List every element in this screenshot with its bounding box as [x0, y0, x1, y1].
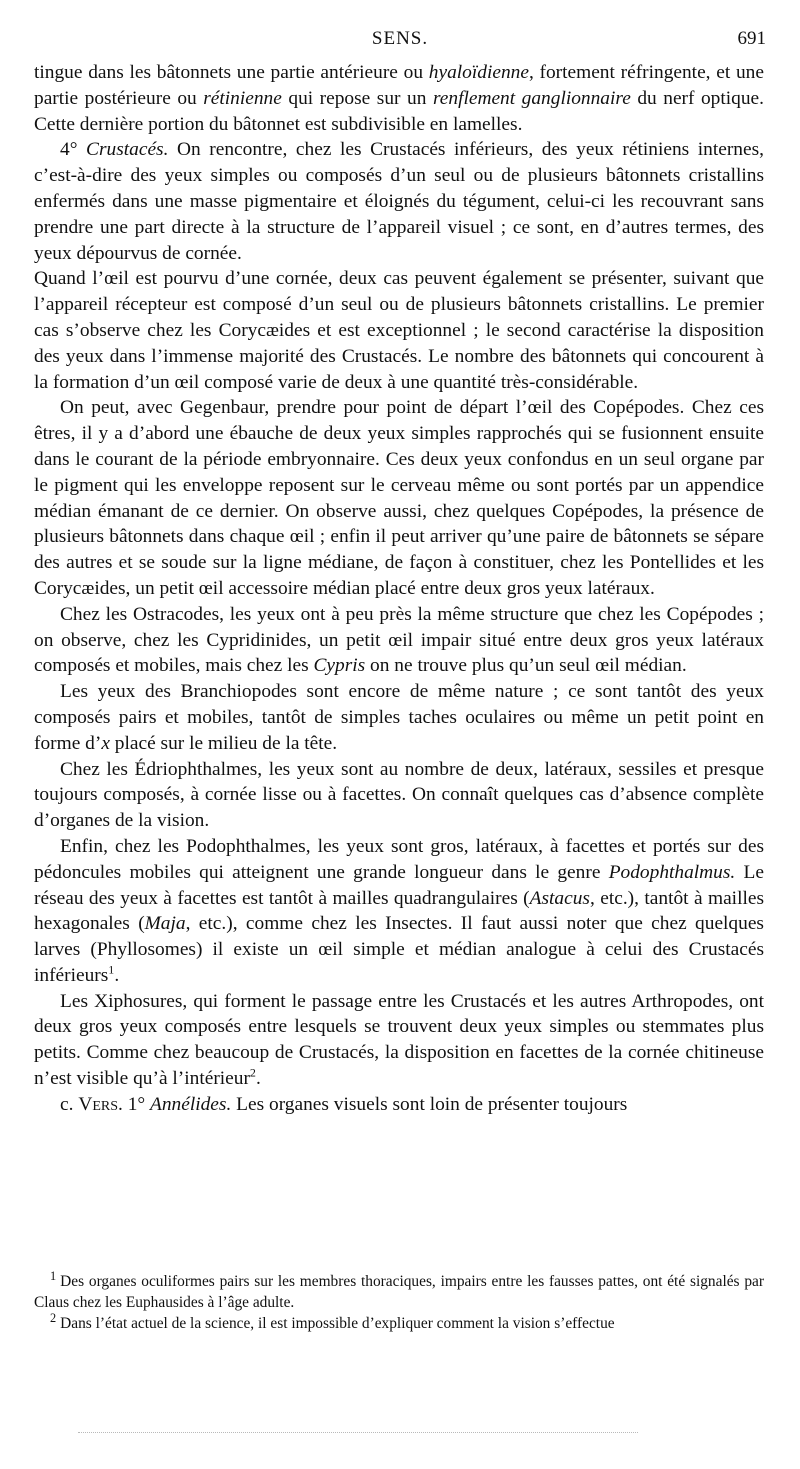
- genus-podophthalmus: Podophthalmus.: [608, 861, 736, 883]
- section-heading-vers: Vers.: [78, 1093, 123, 1115]
- section-heading-crustaces: Crustacés.: [86, 139, 169, 161]
- footnotes: [34, 1268, 764, 1334]
- paragraph-4: On peut, avec Gegenbaur, prendre pour point de départ l’œil des Copépodes. Chez ces êtres, il y a d’abord une ébauche de deux yeux simples rapprochés qui se fusionnent ensuite dans le courant de la période embryonnaire. Ces deux yeux confondus en un seul organe par le pigment qui les enveloppe reposent sur le cerveau même ou sont portés par un appendice médian émanant de ce dernier. On observe aussi, chez quelques Copépodes, la présence de plusieurs bâtonnets dans chaque œil ; enfin il peut arriver qu’une paire de bâtonnets se sépare des autres et se soude sur la ligne médiane, de façon à constituer, chez les Pontellides et les Corycæides, un petit œil accessoire médian placé entre deux gros yeux latéraux.: [34, 397, 764, 599]
- genus-maja: Maja: [144, 913, 186, 935]
- genus-cypris: Cypris: [313, 655, 366, 677]
- section-heading-annelides: Annélides.: [150, 1093, 232, 1115]
- paragraph-10: c. Vers. 1° Annélides. Les organes visuels sont loin de présenter toujours: [60, 1093, 628, 1115]
- footnote-ref-1[interactable]: 1: [108, 962, 115, 977]
- term-renflement-ganglionnaire: renflement ganglionnaire: [432, 87, 631, 109]
- footnote-marker: 1: [50, 1268, 57, 1283]
- running-title: SENS.: [371, 28, 429, 49]
- term-hyaloidienne: hyaloïdienne: [428, 62, 529, 83]
- paragraph-1: tingue dans les bâtonnets une partie antérieure ou hyaloïdienne, fortement réfringente, et une partie postérieure ou rétinienne qui repose sur un renflement ganglionnaire du nerf optique. Cette dernière portion du bâtonnet est subdivisible en lamelles.: [34, 62, 764, 135]
- footnote-text: Dans l’état actuel de la science, il est impossible d’expliquer comment la vision s’effectue: [60, 1315, 615, 1332]
- bottom-dotted-rule: [78, 1432, 638, 1433]
- genus-astacus: Astacus: [529, 887, 590, 909]
- paragraph-5: Chez les Ostracodes, les yeux ont à peu près la même structure que chez les Copépodes ; on observe, chez les Cypridinides, un petit œil impair situé entre deux gros yeux latéraux composés et mobiles, mais chez les Cypris on ne trouve plus qu’un seul œil médian.: [34, 603, 764, 677]
- paragraph-9: Les Xiphosures, qui forment le passage entre les Crustacés et les autres Arthropodes, ont deux gros yeux composés entre lesquels se trouvent deux yeux simples ou stemmates plus petits. Comme chez beaucoup de Crustacés, la disposition en facettes de la cornée chitineuse n’est visible qu’à l’intérieur$^2$.: [34, 990, 764, 1090]
- paragraph-2: 4° Crustacés. On rencontre, chez les Crustacés inférieurs, des yeux rétiniens internes, c’est-à-dire des yeux simples ou composés d’un seul ou de plusieurs bâtonnets cristallins enfermés dans une masse pigmentaire et éloignés du tégument, celui-ci les recouvrant sans prendre une part directe à la structure de l’appareil visuel ; ce sont, en d’autres termes, des yeux dépourvus de cornée.: [34, 139, 764, 264]
- paragraph-6: Les yeux des Branchiopodes sont encore de même nature ; ce sont tantôt des yeux composés pairs et mobiles, tantôt de simples taches oculaires ou même un petit point en forme d’x placé sur le milieu de la tête.: [34, 681, 764, 754]
- footnote-2: [34, 1310, 764, 1334]
- paragraph-8: Enfin, chez les Podophthalmes, les yeux sont gros, latéraux, à facettes et portés sur des pédoncules mobiles qui atteignent une grande longueur dans le genre Podophthalmus. Le réseau des yeux à facettes est tantôt à mailles quadrangulaires (Astacus, etc.), tantôt à mailles hexagonales (Maja, etc.), comme chez les Insectes. Il faut aussi noter que chez quelques larves (Phyllosomes) il existe un œil simple et médian analogue à celui des Crustacés inférieurs$^1$.: [34, 835, 765, 986]
- term-retinienne: rétinienne: [203, 87, 282, 109]
- footnote-ref-2[interactable]: 2: [249, 1065, 256, 1080]
- paragraph-7: Chez les Édriophthalmes, les yeux sont au nombre de deux, latéraux, sessiles et presque toujours composés, à cornée lisse ou à facettes. On connaît quelques cas d’absence complète d’organes de la vision.: [34, 758, 764, 832]
- footnote-marker: 2: [50, 1310, 57, 1325]
- symbol-x: x: [101, 732, 110, 754]
- footnote-1: [34, 1268, 764, 1313]
- page-number: 691: [737, 28, 766, 49]
- footnote-text: Des organes oculiformes pairs sur les membres thoraciques, impairs entre les fausses pattes, ont été signalés par Claus chez les Euphausides à l’âge adulte.: [34, 1273, 764, 1311]
- body-text: [34, 60, 764, 1118]
- page-header: [34, 28, 766, 52]
- paragraph-3: Quand l’œil est pourvu d’une cornée, deux cas peuvent également se présenter, suivant que l’appareil récepteur est composé d’un seul ou de plusieurs bâtonnets cristallins. Le premier cas s’observe chez les Corycæides et est exceptionnel ; le second caractérise la disposition des yeux dans l’immense majorité des Crustacés. Le nombre des bâtonnets qui concourent à la formation d’un œil composé varie de deux à une quantité très-considérable.: [34, 268, 764, 393]
